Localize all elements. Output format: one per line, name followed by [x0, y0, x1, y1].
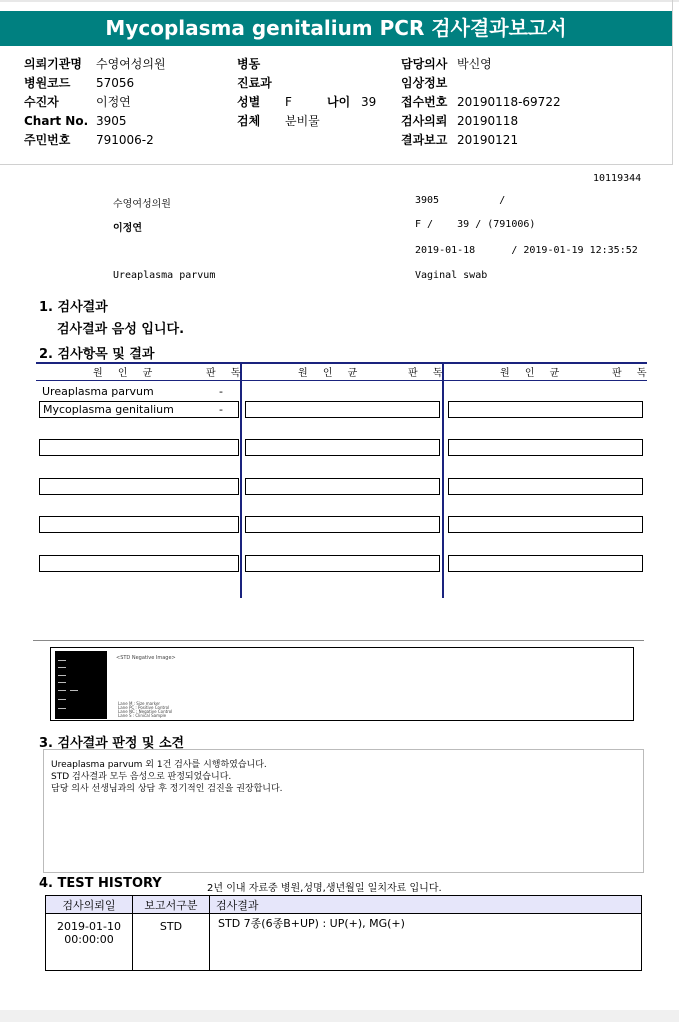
gel-band: [58, 682, 66, 683]
opinion-line-2: STD 검사결과 모두 음성으로 판정되었습니다.: [51, 772, 232, 782]
result-field: [245, 401, 440, 418]
gel-band: [70, 690, 78, 691]
code-label: 병원코드: [24, 76, 71, 90]
gel-legend-1: Lane M : Size marker: [118, 701, 161, 706]
row1-organism: Ureaplasma parvum: [42, 385, 154, 398]
specimen-label: 검체: [237, 114, 261, 128]
age-value: 39: [361, 95, 377, 109]
section1-text: 검사결과 음성 입니다.: [57, 322, 185, 337]
col-header-organism-1: 원 인 균: [93, 368, 159, 379]
row1-result: -: [219, 385, 223, 398]
result-field: [245, 555, 440, 572]
result-field: [39, 555, 239, 572]
accession-label: 접수번호: [401, 95, 448, 109]
accession-value: 20190118-69722: [457, 95, 561, 109]
history-result: STD 7종(6종B+UP) : UP(+), MG(+): [210, 914, 642, 971]
rrn-value: 791006-2: [96, 133, 154, 147]
gel-band: [58, 699, 66, 700]
gel-legend-2: Lane PC : Positive Control: [118, 705, 170, 710]
gel-band: [58, 708, 66, 709]
gel-legend-4: Lane S : Clinical Sample: [118, 713, 167, 718]
row2-organism: Mycoplasma genitalium: [43, 403, 174, 416]
report-id: 10119344: [593, 173, 642, 184]
gel-band: [58, 660, 66, 661]
result-field: [448, 478, 643, 495]
sex-value: F: [285, 95, 292, 109]
chart-label: Chart No.: [24, 114, 89, 128]
patient-value: 이정연: [96, 95, 131, 109]
section4-title: 4. TEST HISTORY: [39, 876, 162, 891]
grid-divider-2: [442, 362, 444, 598]
result-field: [245, 439, 440, 456]
info-col-3: [401, 55, 561, 150]
result-field: [448, 555, 643, 572]
request-value: 20190118: [457, 114, 519, 128]
history-header-result: 검사결과: [210, 896, 642, 914]
gel-band: [58, 690, 66, 691]
result-field: [245, 516, 440, 533]
patient-label: 수진자: [24, 95, 59, 109]
clinical-label: 임상정보: [401, 76, 448, 90]
chart-value: 3905: [96, 114, 127, 128]
sex-label: 성별: [237, 95, 261, 109]
result-field: [245, 478, 440, 495]
grid-divider-1: [240, 362, 242, 598]
rrn-label: 주민번호: [24, 133, 71, 147]
gel-band: [58, 675, 66, 676]
opinion-line-3: 담당 의사 선생님과의 상담 후 정기적인 검진을 권장합니다.: [51, 784, 283, 794]
age-label: 나이: [327, 95, 351, 109]
history-time: 00:00:00: [64, 933, 114, 946]
section2-title: 2. 검사항목 및 결과: [39, 347, 155, 362]
report-value: 20190121: [457, 133, 519, 147]
summary-organism: Ureaplasma parvum: [113, 270, 216, 281]
ward-label: 병동: [237, 57, 261, 71]
hospital-label: 의뢰기관명: [24, 57, 82, 71]
col-header-organism-3: 원 인 균: [500, 368, 566, 379]
doctor-value: 박신영: [457, 57, 492, 71]
section1-title: 1. 검사결과: [39, 300, 108, 315]
history-header-date: 검사의뢰일: [46, 896, 133, 914]
section-divider: [33, 640, 644, 641]
gel-title: <STD Negative Image>: [116, 655, 176, 661]
table-row: [46, 914, 642, 971]
result-field: [39, 439, 239, 456]
gel-legend-3: Lane NC : Negative Control: [118, 709, 173, 714]
code-value: 57056: [96, 76, 135, 90]
history-date-cell: [46, 914, 133, 971]
report-label: 결과보고: [401, 133, 448, 147]
result-field: [448, 439, 643, 456]
history-date: 2019-01-10: [57, 920, 121, 933]
grid-header-line: [36, 380, 647, 381]
history-header-row: [46, 896, 642, 914]
doctor-label: 담당의사: [401, 57, 448, 71]
info-col-2: [237, 55, 376, 131]
summary-specimen: Vaginal swab: [415, 270, 488, 281]
header-divider: [0, 164, 672, 165]
result-field: [448, 401, 643, 418]
hospital-value: 수영여성의원: [96, 57, 166, 71]
section4-note: 2년 이내 자료중 병원,성명,생년월일 일치자료 입니다.: [207, 883, 442, 894]
row2-result: -: [219, 403, 223, 416]
header-right-border: [672, 0, 673, 165]
summary-sex-age: F / 39 / (791006): [415, 219, 536, 230]
summary-patient: 이정연: [113, 223, 142, 234]
result-field: [39, 516, 239, 533]
summary-hospital: 수영여성의원: [113, 199, 171, 210]
info-col-1: [24, 55, 166, 150]
specimen-value: 분비물: [285, 114, 320, 128]
history-type: STD: [133, 914, 210, 971]
opinion-line-1: Ureaplasma parvum 외 1건 검사를 시행하였습니다.: [51, 760, 267, 770]
summary-dates: 2019-01-18 / 2019-01-19 12:35:52: [415, 245, 638, 256]
summary-chart: 3905 /: [415, 195, 506, 206]
result-field: [39, 478, 239, 495]
col-header-organism-2: 원 인 균: [298, 368, 364, 379]
col-header-result-3: 판 독: [612, 368, 653, 379]
dept-label: 진료과: [237, 76, 272, 90]
request-label: 검사의뢰: [401, 114, 448, 128]
history-header-type: 보고서구분: [133, 896, 210, 914]
history-table: [45, 895, 642, 971]
report-title: Mycoplasma genitalium PCR 검사결과보고서: [0, 11, 672, 46]
top-border: [0, 0, 679, 2]
section3-title: 3. 검사결과 판정 및 소견: [39, 736, 185, 751]
result-field: [448, 516, 643, 533]
col-header-result-2: 판 독: [408, 368, 449, 379]
col-header-result-1: 판 독: [206, 368, 247, 379]
gel-band: [58, 667, 66, 668]
